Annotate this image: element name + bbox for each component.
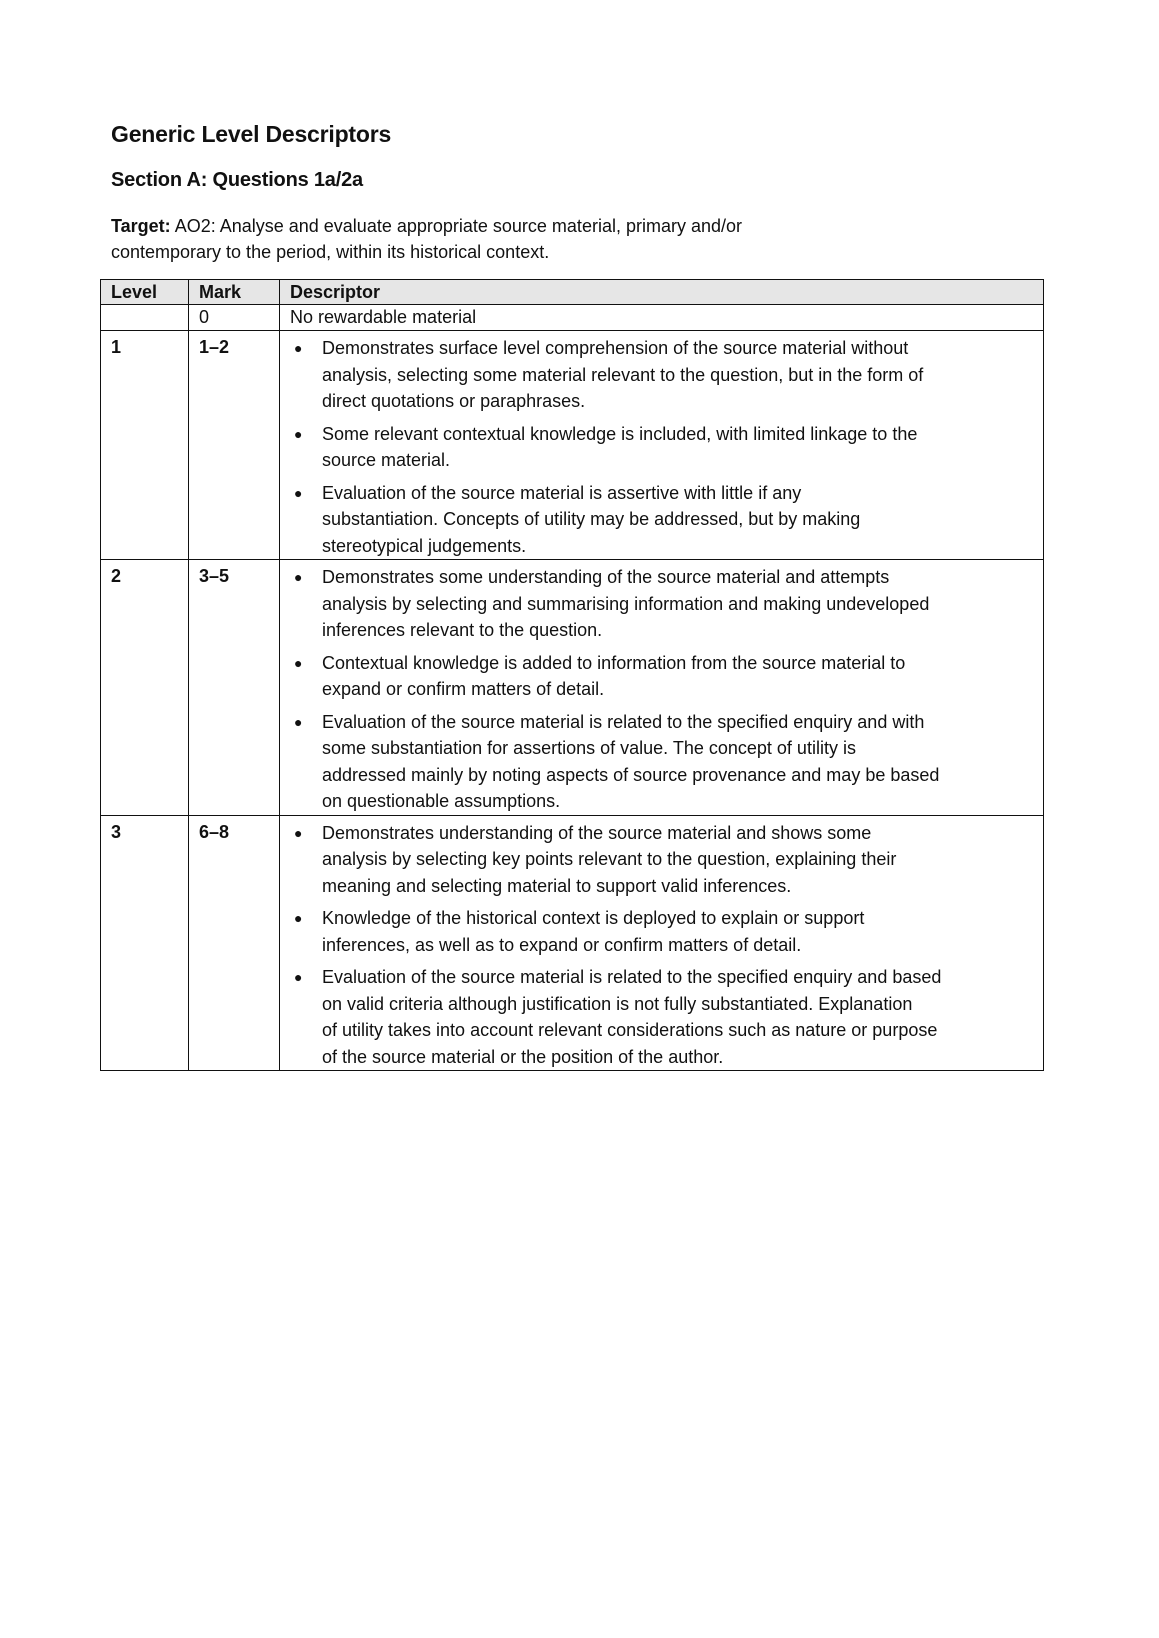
descriptor-text-line: Evaluation of the source material is assertive with little if any xyxy=(322,482,802,503)
descriptor-cell: No rewardable material xyxy=(280,305,1044,331)
descriptor-text-line: Evaluation of the source material is related to the specified enquiry and with xyxy=(322,711,925,732)
descriptor-bullet xyxy=(280,820,1043,900)
descriptor-text-line: Evaluation of the source material is related to the specified enquiry and based xyxy=(322,967,942,987)
descriptor-text-line: on questionable assumptions. xyxy=(322,791,561,811)
descriptor-text-line: of the source material or the position of the author. xyxy=(322,1046,724,1067)
descriptor-bullet xyxy=(280,564,1043,644)
descriptor-bullet-list xyxy=(280,564,1043,815)
descriptor-text-line: substantiation. Concepts of utility may be addressed, but by making xyxy=(322,509,861,529)
level-cell: 1 xyxy=(101,331,189,560)
descriptor-text-line: addressed mainly by noting aspects of source provenance and may be based xyxy=(322,764,940,785)
target-text-line-2: contemporary to the period, within its historical context. xyxy=(111,242,550,262)
descriptor-text-line: direct quotations or paraphrases. xyxy=(322,391,586,411)
descriptor-text-line: Demonstrates some understanding of the source material and attempts xyxy=(322,567,890,587)
descriptor-text-line: Some relevant contextual knowledge is included, with limited linkage to the xyxy=(322,423,918,444)
header-mark: Mark xyxy=(189,280,280,305)
target-text-line-1: AO2: Analyse and evaluate appropriate source material, primary and/or xyxy=(174,216,742,236)
table-row xyxy=(101,815,1044,1071)
table-row xyxy=(101,305,1044,331)
bullet-icon: ● xyxy=(294,713,303,730)
descriptor-text-line: analysis, selecting some material relevant to the question, but in the form of xyxy=(322,364,924,385)
descriptor-text-line: meaning and selecting material to support valid inferences. xyxy=(322,875,792,896)
descriptor-text-line: Contextual knowledge is added to information from the source material to xyxy=(322,652,906,673)
page-title: Generic Level Descriptors xyxy=(111,121,392,147)
bullet-icon: ● xyxy=(294,484,303,501)
bullet-icon: ● xyxy=(294,569,303,585)
level-cell xyxy=(101,305,189,331)
header-descriptor: Descriptor xyxy=(280,280,1044,305)
header-level: Level xyxy=(101,280,189,305)
mark-cell: 3–5 xyxy=(189,560,280,816)
descriptor-text-line: inferences relevant to the question. xyxy=(322,620,603,640)
level-cell: 2 xyxy=(101,560,189,816)
table-row xyxy=(101,560,1044,816)
descriptor-text-line: on valid criteria although justification is not fully substantiated. Explanation xyxy=(322,993,913,1014)
descriptor-bullet xyxy=(280,480,1043,560)
bullet-icon: ● xyxy=(294,969,303,985)
level-cell: 3 xyxy=(101,815,189,1071)
bullet-icon: ● xyxy=(294,824,303,841)
descriptor-bullet xyxy=(280,335,1043,415)
descriptor-text-line: source material. xyxy=(322,450,451,470)
mark-cell: 0 xyxy=(189,305,280,331)
target-statement xyxy=(111,213,871,265)
descriptor-text-line: analysis by selecting key points relevant to the question, explaining their xyxy=(322,849,897,869)
descriptor-text-line: of utility takes into account relevant considerations such as nature or purpose xyxy=(322,1020,938,1040)
descriptor-cell xyxy=(280,331,1044,560)
descriptor-bullet xyxy=(280,421,1043,474)
descriptor-text-line: Knowledge of the historical context is deployed to explain or support xyxy=(322,908,865,928)
descriptor-text-line: analysis by selecting and summarising information and making undeveloped xyxy=(322,593,930,614)
level-descriptors-table xyxy=(100,279,1044,1071)
descriptor-bullet-list xyxy=(280,335,1043,559)
descriptor-text-line: some substantiation for assertions of value. The concept of utility is xyxy=(322,738,856,758)
bullet-icon: ● xyxy=(294,340,303,356)
bullet-icon: ● xyxy=(294,654,303,671)
descriptor-text-line: inferences, as well as to expand or confirm matters of detail. xyxy=(322,934,802,955)
table-row xyxy=(101,331,1044,560)
descriptor-bullet xyxy=(280,964,1043,1070)
bullet-icon: ● xyxy=(294,425,303,442)
descriptor-bullet xyxy=(280,650,1043,703)
descriptor-text-line: Demonstrates understanding of the source material and shows some xyxy=(322,822,872,843)
table-header-row xyxy=(101,280,1044,305)
bullet-icon: ● xyxy=(294,910,303,926)
descriptor-cell xyxy=(280,560,1044,816)
descriptor-cell xyxy=(280,815,1044,1071)
descriptor-text-line: Demonstrates surface level comprehension of the source material without xyxy=(322,338,909,358)
descriptor-bullet-list xyxy=(280,820,1043,1071)
mark-cell: 1–2 xyxy=(189,331,280,560)
descriptor-bullet xyxy=(280,905,1043,958)
descriptor-text-line: expand or confirm matters of detail. xyxy=(322,679,605,699)
mark-cell: 6–8 xyxy=(189,815,280,1071)
section-heading: Section A: Questions 1a/2a xyxy=(111,169,363,191)
descriptor-text-line: stereotypical judgements. xyxy=(322,535,527,556)
target-label: Target: xyxy=(111,216,171,236)
descriptor-bullet xyxy=(280,709,1043,815)
